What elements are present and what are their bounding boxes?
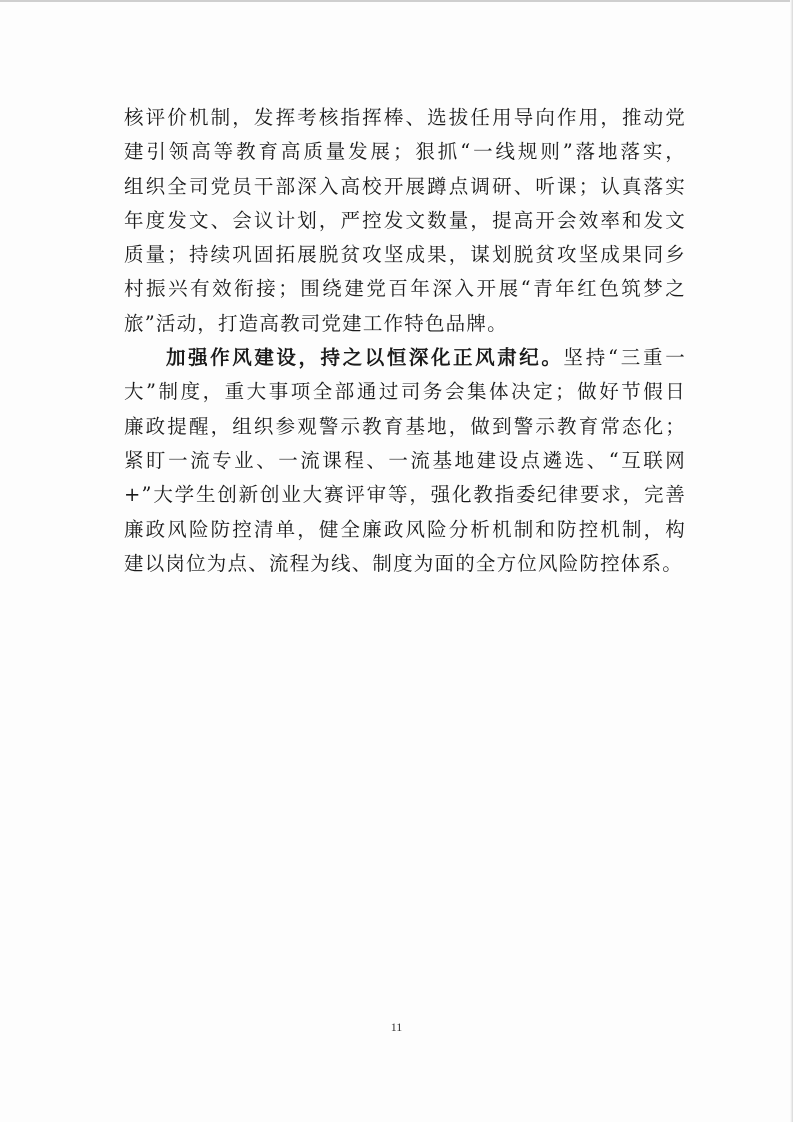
text-line: 紧盯一流专业、一流课程、一流基地建设点遴选、“互联网 xyxy=(124,448,686,472)
text-line: +”大学生创新创业大赛评审等，强化教指委纪律要求，完善 xyxy=(124,483,686,507)
text-line: 建以岗位为点、流程为线、制度为面的全方位风险防控体系。 xyxy=(124,551,683,575)
text-line xyxy=(124,341,686,375)
body-text xyxy=(124,101,686,581)
text-line: 旅”活动，打造高教司党建工作特色品牌。 xyxy=(124,311,508,335)
page-number: 11 xyxy=(390,1020,403,1034)
text-line: 村振兴有效衔接；围绕建党百年深入开展“青年红色筑梦之 xyxy=(124,277,686,301)
scan-top-edge xyxy=(0,0,793,2)
paragraph-heading: 加强作风建设，持之以恒深化正风肃纪。 xyxy=(166,346,564,370)
text-fragment: 坚持“三重一 xyxy=(563,346,686,370)
text-line: 质量；持续巩固拓展脱贫攻坚成果，谋划脱贫攻坚成果同乡 xyxy=(124,243,686,267)
paragraph-work-style xyxy=(124,341,686,581)
text-line: 组织全司党员干部深入高校开展蹲点调研、听课；认真落实 xyxy=(124,174,686,198)
text-line: 核评价机制，发挥考核指挥棒、选拔任用导向作用，推动党 xyxy=(124,106,686,129)
text-line: 建引领高等教育高质量发展；狠抓“一线规则”落地落实， xyxy=(124,140,686,164)
paragraph-party-building xyxy=(124,101,686,341)
text-line: 年度发文、会议计划，严控发文数量，提高开会效率和发文 xyxy=(124,208,686,232)
text-line: 廉政提醒，组织参观警示教育基地，做到警示教育常态化； xyxy=(124,414,686,438)
text-line: 大”制度，重大事项全部通过司务会集体决定；做好节假日 xyxy=(124,380,686,404)
text-line: 廉政风险防控清单，健全廉政风险分析机制和防控机制，构 xyxy=(124,517,686,541)
